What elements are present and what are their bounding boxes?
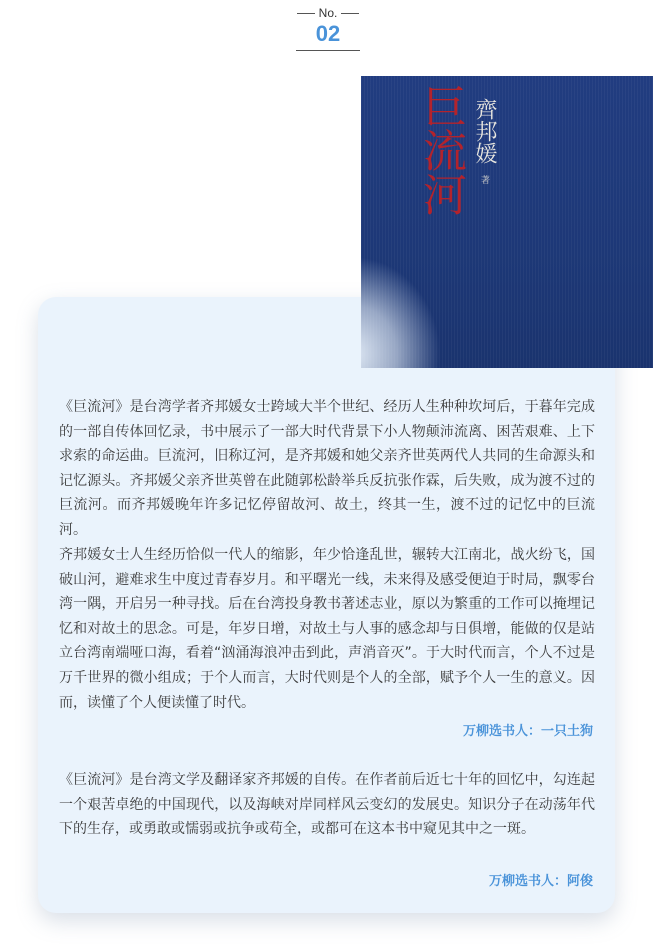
issue-label-row (288, 6, 368, 20)
book-cover-image (361, 76, 653, 368)
review1-credit: 万柳选书人：一只土狗 (462, 724, 593, 739)
cover-author: 齊邦媛 (472, 98, 497, 164)
cover-author-suffix: 著 (481, 176, 491, 186)
divider-left (297, 13, 315, 14)
issue-number-header (288, 6, 368, 51)
issue-number: 02 (315, 21, 341, 46)
issue-underline (296, 50, 360, 51)
review2-paragraph: 《巨流河》是台湾文学及翻译家齐邦媛的自传。在作者前后近七十年的回忆中，勾连起一个艰苦卓绝的中国现代，以及海峡对岸同样风云变幻的发展史。知识分子在动荡年代下的生存，或勇敢或懦弱或抗争或苟全，或都可在这本书中窥见其中之一斑。 (59, 772, 595, 838)
review1-paragraph1: 《巨流河》是台湾学者齐邦媛女士跨域大半个世纪、经历人生种种坎坷后，于暮年完成的一部自传体回忆录，书中展示了一部大时代背景下小人物颠沛流离、困苦艰难、上下求索的命运曲。巨流河，旧称辽河，是齐邦媛和她父亲齐世英两代人共同的生命源头和记忆源头。齐邦媛父亲齐世英曾在此随郭松龄举兵反抗张作霖，后失败，成为渡不过的巨流河。而齐邦媛晚年许多记忆停留故河、故土，终其一生，渡不过的记忆中的巨流河。 (59, 399, 595, 538)
review2-credit: 万柳选书人：阿俊 (488, 874, 593, 889)
cover-fade-glow (361, 256, 441, 368)
divider-right (341, 13, 359, 14)
cover-title: 巨流河 (415, 84, 466, 216)
issue-label: No. (318, 6, 338, 20)
review1-paragraph2: 齐邦媛女士人生经历恰似一代人的缩影，年少恰逢乱世，辗转大江南北，战火纷飞，国破山河，避难求生中度过青春岁月。和平曙光一线，未来得及感受便迫于时局，飘零台湾一隅，开启另一种寻找。后在台湾投身教书著述志业，原以为繁重的工作可以掩埋记忆和对故土的思念。可是，年岁日增，对故土与人事的感念却与日俱增，能做的仅是站立台湾南端哑口海，看着“汹涌海浪冲击到此，声消音灭”。于大时代而言，个人不过是万千世界的微小组成；于个人而言，大时代则是个人的全部，赋予个人一生的意义。因而，读懂了个人便读懂了时代。 (59, 547, 595, 711)
